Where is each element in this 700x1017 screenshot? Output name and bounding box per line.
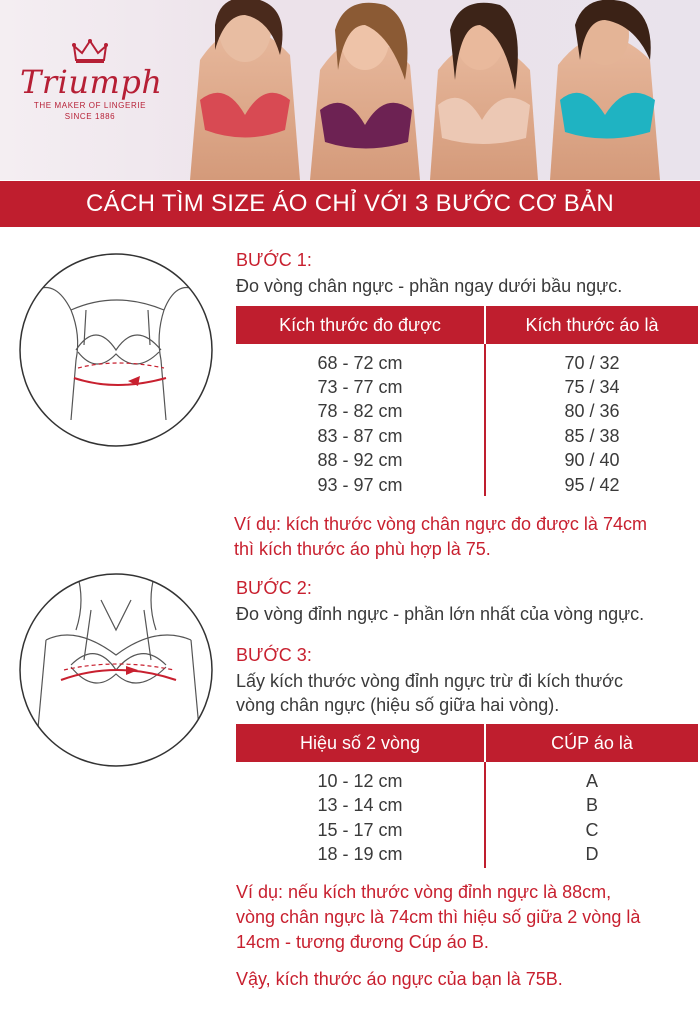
table-cell: 85 / 38 (564, 426, 620, 446)
table-row (236, 769, 698, 793)
table-cell: 70 / 32 (564, 353, 620, 373)
table-cell: A (585, 771, 598, 791)
step2-label: BƯỚC 2: (236, 578, 312, 598)
table-row (236, 399, 698, 423)
table-cell: 93 - 97 cm (317, 475, 403, 495)
underbust-measure-illustration (16, 250, 216, 450)
table-cell: 13 - 14 cm (317, 795, 403, 815)
step1-example-line2: thì kích thước áo phù hợp là 75. (234, 539, 491, 559)
table-cell: D (585, 844, 599, 864)
hero-banner (0, 0, 700, 180)
table-cell: 78 - 82 cm (317, 401, 403, 421)
step1-label: BƯỚC 1: (236, 250, 312, 270)
conclusion-text: Vậy, kích thước áo ngực của bạn là 75B. (236, 969, 563, 989)
table-cell: 90 / 40 (564, 450, 620, 470)
table-cell: 18 - 19 cm (317, 844, 403, 864)
table-row (236, 793, 698, 817)
table-cell: 80 / 36 (564, 401, 620, 421)
table-row (236, 818, 698, 842)
step3-example-line2: vòng chân ngực là 74cm thì hiệu số giữa 2 vòng là (236, 907, 641, 927)
table-row (236, 375, 698, 399)
table-cell: 75 / 34 (564, 377, 620, 397)
step3-example-line1: Ví dụ: nếu kích thước vòng đỉnh ngực là 88cm, (236, 882, 612, 902)
page-title: CÁCH TÌM SIZE ÁO CHỈ VỚI 3 BƯỚC CƠ BẢN (0, 181, 700, 227)
step3-label: BƯỚC 3: (236, 645, 312, 665)
brand-name: Triumph (20, 63, 163, 101)
brand-logo (20, 38, 163, 122)
table-cell: 73 - 77 cm (317, 377, 403, 397)
table-cell: 95 / 42 (564, 475, 620, 495)
table-cell: C (585, 820, 599, 840)
bust-measure-illustration (16, 570, 216, 770)
table-cell: 83 - 87 cm (317, 426, 403, 446)
step1-header-size: Kích thước áo là (525, 315, 659, 335)
table-row (236, 351, 698, 375)
crown-icon (72, 38, 108, 64)
step3-example-line3: 14cm - tương đương Cúp áo B. (236, 932, 489, 952)
table-row (236, 424, 698, 448)
step3-header-cup: CÚP áo là (551, 733, 633, 753)
table-cell: 88 - 92 cm (317, 450, 403, 470)
table-cell: B (585, 795, 598, 815)
step3-text-line1: Lấy kích thước vòng đỉnh ngực trừ đi kích thước (236, 671, 623, 691)
table-row (236, 448, 698, 472)
models-photo (180, 0, 700, 180)
brand-since: SINCE 1886 (64, 112, 116, 121)
table-row (236, 473, 698, 497)
step3-text-line2: vòng chân ngực (hiệu số giữa hai vòng). (236, 695, 560, 715)
step1-text: Đo vòng chân ngực - phần ngay dưới bầu ngực. (236, 276, 623, 296)
step1-example-line1: Ví dụ: kích thước vòng chân ngực đo được là 74cm (234, 514, 647, 534)
table-cell: 10 - 12 cm (317, 771, 403, 791)
table-cell: 68 - 72 cm (317, 353, 403, 373)
step3-header-difference: Hiệu số 2 vòng (299, 733, 421, 753)
table-cell: 15 - 17 cm (317, 820, 403, 840)
brand-tagline: THE MAKER OF LINGERIE (33, 101, 147, 110)
step1-header-measured: Kích thước đo được (279, 315, 441, 335)
step1-table-header (236, 306, 698, 344)
step2-text: Đo vòng đỉnh ngực - phần lớn nhất của vòng ngực. (236, 604, 645, 624)
step3-table-header (236, 724, 698, 762)
table-row (236, 842, 698, 866)
